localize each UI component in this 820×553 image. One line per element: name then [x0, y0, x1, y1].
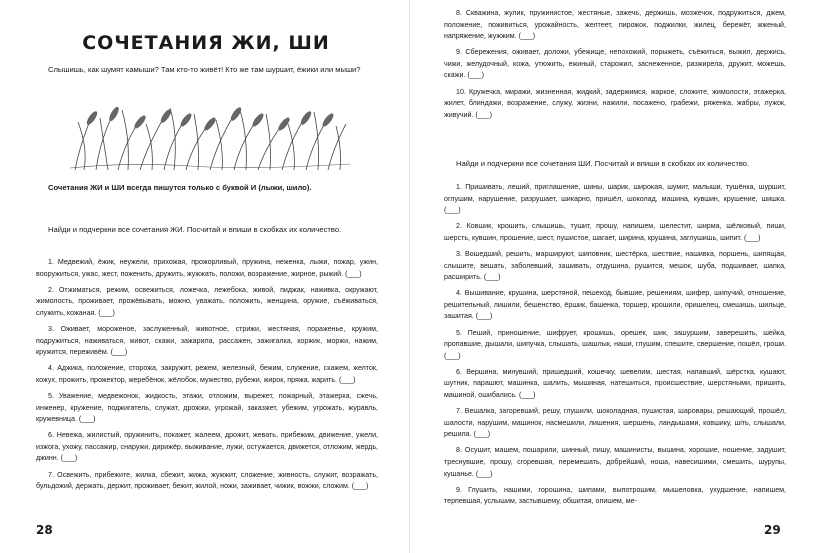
exercise-item: 5. Пеший, приношение, шифрует, крошишь, орешек, шик, зашуршим, заверешить, шейка, пропавшие, дышали, шипучка, слышать, шашлык, наши, глушим, спешите, свершение, пошёл, гроши. (___): [444, 328, 786, 360]
exercise-item: 7. Вешалка, загоревший, решу, глушили, шоколадная, пушистая, шаровары, решающий, прошёл, шалости, нарушим, машинок, насмешили, лишения, шершень, ландышами, ковшику, шіть, слышали, решила. (___): [444, 407, 786, 439]
exercise-list-zhi-continued: [444, 8, 786, 126]
exercise-item: 9. Глушить, нашими, горошина, шипами, выпотрошим, мышеловка, ухудшение, напишем, терпевшая, услышим, застывшему, обшитая, опишем, ме-: [444, 485, 786, 506]
exercise-item: 8. Осушит, машем, пошарили, шинный, пишу, машинисты, вышина, хорошие, ношение, задушит, треснувшие, прошу, сгоревшая, перемешать, добрейший, ноша, навесишими, смешить, шурупы, кушанье. (___): [444, 446, 786, 478]
exercise-item: 2. Ковшик, крошить, слышишь, тушит, прошу, напишем, шелестит, ширма, шёлковый, пиши, шерсть, кувшин, прошение, шест, пушистое, шагает, ширина, крушина, заглушишь, шипит. (___): [444, 222, 786, 242]
exercise-item: 2. Отжиматься, режим, освежиться, ложечка, лежебока, живой, пиджак, наживка, окружают, жимолость, проживает, прожёвывать, можно, уважать, положить, женщина, оружие, съёживаться, служить, кожаная. (___): [36, 285, 378, 317]
page-number: 29: [764, 523, 781, 537]
page-title: СОЧЕТАНИЯ ЖИ, ШИ: [82, 32, 330, 54]
exercise-item: 6. Невежа, жилистый, пружинить, покажет, жалеем, дрожит, жевать, прибежим, движение, ужели, изжога, ухожу, пассажир, снаружи, дирижёр, выживание, лужи, остужается, движется, отложим, жердь, джинн. (___): [36, 431, 378, 463]
exercise-item: 10. Кружечка, миражи, жизненная, жидкий, задержимся, жаркое, сложите, жимолости, этажерка, жилет, блиндажи, возражение, служу, жизни, нажили, посажено, грабежи, ряженка, жабры, лужок, живучий. (___): [444, 87, 786, 119]
exercise-list-zhi: [36, 257, 378, 497]
exercise-item: 4. Вышивание, крушина, шерстяной, пешеход, бывшие, решениям, шифер, шипучий, отношение, решительный, лишили, бешенство, ёршик, башенка, торшер, крошили, пришелец, смешишь, шильце, зашитая. (___): [444, 289, 786, 321]
exercise-item: 4. Аджика, положение, сторожа, закружит, режем, железный, бежим, служение, скажем, желток, кожух, прожить, прожектор, жеребёнок, жёлобок, мужество, рубежи, жирок, пряжа, жарить. (___): [36, 364, 378, 384]
task-instruction-shi: Найди и подчеркни все сочетания ШИ. Посчитай и впиши в скобках их количество.: [456, 159, 750, 168]
reeds-illustration: [70, 104, 350, 170]
exercise-item: 6. Вершина, минувший, пришедший, кошечку, шевелим, шестая, напавший, шёрстка, кушают, шутник, парашют, машинка, шалить, мышиная, натешиться, происшествие, шерстяными, пришить, машиной, ошибались. (___): [444, 367, 786, 399]
exercise-item: 3. Вошедший, решить, маршируют, шиповник, шестёрка, шествие, нашивка, поршень, шипящая, слышите, вешать, заболевший, зашивать, отдушина, рушится, мешок, шуба, подшивает, шапка, расширить. (___): [444, 249, 786, 282]
exercise-item: 1. Пришивать, леший, приглашение, шины, шарик, широкая, шумит, малыши, тушёнка, шуршит, оглушим, нарушение, разрушает, шикарно, пришёл, шоколад, машина, кувшин, крушение, шишка. (___): [444, 183, 786, 215]
rule-statement: Сочетания ЖИ и ШИ всегда пишутся только с буквой И (лыжи, шило).: [48, 183, 312, 192]
exercise-item: 5. Уважение, медвежонок, жидкость, этажи, отложим, вырежет, пожарный, этажерка, сжечь, инженер, кружение, поджигатель, служат, дрожжи, угрожай, заказжет, убежим, угрожать, журавль, кружевница. (___): [36, 391, 378, 424]
page-number: 28: [36, 523, 53, 537]
exercise-list-shi: [444, 182, 786, 512]
exercise-item: 3. Оживает, мороженое, заслуженный, животное, стрижи, жестяная, пораженье, кружим, подружиться, наживаться, живот, скажи, зажарила, рассажен, зажигалка, коржик, моржи, нажим, кружится, переживём. (___): [36, 324, 378, 357]
intro-paragraph: Слышишь, как шумят камыши? Там кто-то живёт! Кто же там шуршит, ёжики или мыши?: [48, 65, 361, 74]
exercise-item: 9. Сбережения, оживает, доложи, убежище, непохожий, порыжеть, съёжиться, выжил, держись, чижи, желудочный, кожа, утюжить, ежиный, старожил, заснеженное, разжирела, дружит, можешь, скажи. (___): [444, 48, 786, 80]
exercise-item: 7. Освежить, прибежите, жилка, сбежит, жижа, жужжит, сложение, живность, служит, возражать, бульдожий, держать, держит, проживает, бежит, жилой, ножи, заживает, чижик, вожжи, сложим. (___): [36, 470, 378, 491]
exercise-item: 8. Скважина, жулик, пружинистое, жестяные, зажечь, держишь, мозжечок, подружиться, джем, положение, поживиться, урожайность, желтеет, пирожок, поджилки, жилец, бережёт, жженый, напряжение, жужжим. (___): [444, 9, 786, 41]
exercise-item: 1. Медвежий, ёжик, неужели, прихожая, прожорливый, пружина, неженка, лыжи, пожар, ужин, вооружиться, ужас, жест, поженить, дружить, жужжать, положи, возражение, жирное, рыжий. (___): [36, 258, 378, 278]
task-instruction-zhi: Найди и подчеркни все сочетания ЖИ. Посчитай и впиши в скобках их количество.: [48, 225, 342, 234]
